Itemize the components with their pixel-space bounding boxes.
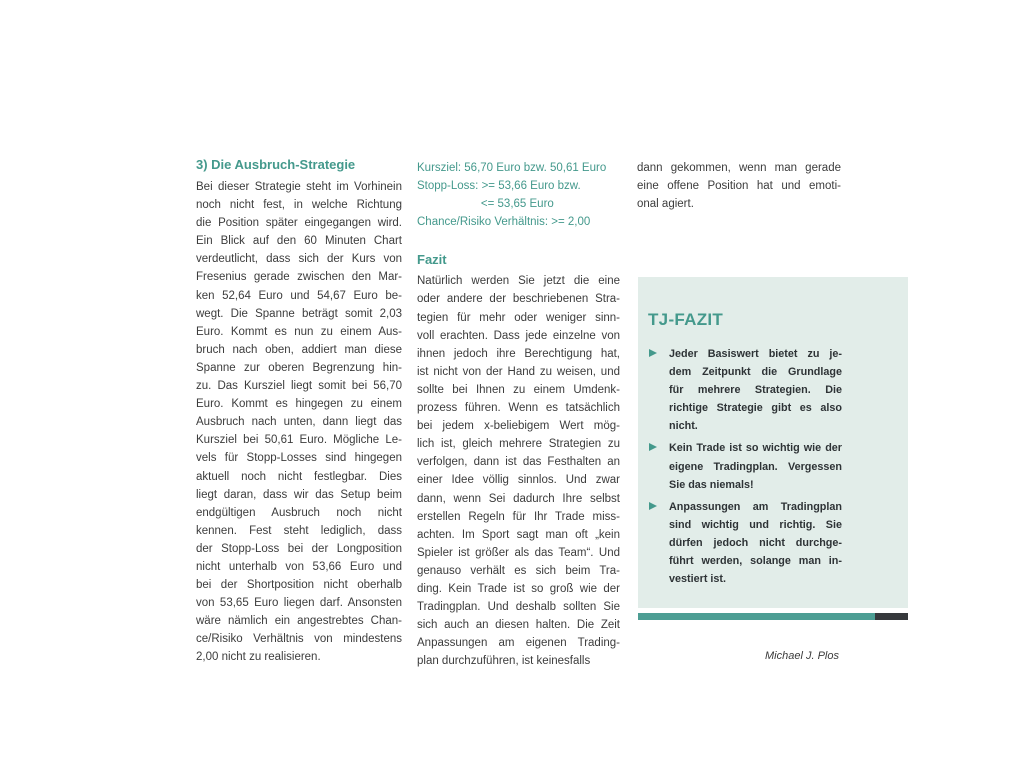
fazit-paragraph-continued: dann gekommen, wenn man gerade eine offene Position hat und emoti- onal agiert. bbox=[637, 162, 841, 211]
bar-teal-segment bbox=[638, 613, 875, 620]
tj-fazit-title: TJ-FAZIT bbox=[648, 310, 724, 329]
bullet-text: Jeder Basiswert bietet zu je- dem Zeitpunkt die Grundlage für mehrere Strategien. Die richtige Strategie gibt es also nicht. bbox=[669, 348, 842, 433]
bullet-text: Kein Trade ist so wichtig wie der eigene Tradingplan. Vergessen Sie das niemals! bbox=[669, 442, 842, 491]
strategy-paragraph: Bei dieser Strategie steht im Vorhinein noch nicht fest, in welche Richtung die Position später eingegangen wird. Ein Blick auf den 60 Minuten Chart verdeutlicht, dass sich der Kurs von Fresenius gerade zwischen den Mar- ken 52,64 Euro und 54,67 Euro be- wegt. Die Spanne beträgt somit 2,03 Euro. Kommt es nun zu einem Aus- bruch nach oben, addiert man diese Spanne zur oberen Begrenzung hin- zu. Das Kursziel liegt somit bei 56,70 Euro. Kommt es hingegen zu einem Ausbruch nach unten, dann liegt das Kursziel bei 50,61 Euro. Mögliche Le- vels für Stopp-Losses sind hingegen aktuell noch nicht festlegbar. Dies liegt daran, dass wir das Setup beim endgültigen Ausbruch noch nicht kennen. Fest steht lediglich, dass der Stopp-Loss bei der Longposition nicht unterhalb von 53,66 Euro und bei der Shortposition nicht oberhalb von 53,65 Euro liegen darf. Ansonsten wäre nämlich ein angestrebtes Chan- ce/Risiko Verhältnis von mindestens 2,00 nicht zu realisieren. bbox=[196, 181, 402, 664]
fazit-paragraph: Natürlich werden Sie jetzt die eine oder andere der beschriebenen Stra- tegien für mehr oder weniger sinn- voll erachten. Dass jede einzelne von ihnen jedoch ihre Berechtigung hat, ist nicht von der Hand zu weisen, und sollte bei Ihnen zu einem Umdenk- prozess führen. Wenn es tatsächlich bei jedem x-beliebigem Wert mög- lich ist, gleich mehrere Strategien zu verfolgen, dann ist das Festhalten an einer Idee völlig sinnlos. Und zwar dann, wenn Sei dadurch Ihre selbst erstellen Regeln für Ihr Trade miss- achten. Im Sport sagt man oft „kein Spieler ist größer als das Team“. Und genauso verhält es sich beim Tra- ding. Kein Trade ist so groß wie der Tradingplan. Und deshalb sollten Sie sich auch an diesen halten. Die Zeit Anpassungen am eigenen Trading- plan durchzuführen, ist keinesfalls bbox=[417, 275, 620, 668]
bullet-text: Anpassungen am Tradingplan sind wichtig und richtig. Sie dürfen jedoch nicht durchge- führt werden, solange man in- vestiert ist. bbox=[669, 500, 842, 586]
triangle-right-icon bbox=[649, 502, 657, 510]
author-name: Michael J. Plos bbox=[765, 650, 839, 662]
section-heading-ausbruch: 3) Die Ausbruch-Strategie bbox=[196, 157, 356, 172]
triangle-right-icon bbox=[649, 349, 657, 357]
column-strategy bbox=[196, 157, 402, 667]
box-footer-bar bbox=[638, 613, 908, 620]
triangle-right-icon bbox=[649, 443, 657, 451]
bullet-item bbox=[648, 439, 908, 493]
bullet-item bbox=[648, 345, 908, 435]
bullet-item bbox=[648, 498, 908, 588]
bar-dark-segment bbox=[875, 613, 908, 620]
tj-fazit-bullet-list bbox=[648, 345, 908, 588]
column-continuation bbox=[637, 159, 841, 213]
section-heading-fazit: Fazit bbox=[417, 252, 447, 268]
trade-metrics: Kursziel: 56,70 Euro bzw. 50,61 Euro Stopp-Loss: >= 53,66 Euro bzw. <= 53,65 Euro Chance/Risiko Verhältnis: >= 2,00 bbox=[417, 162, 607, 229]
tj-fazit-box bbox=[638, 277, 908, 608]
column-fazit bbox=[417, 159, 620, 670]
